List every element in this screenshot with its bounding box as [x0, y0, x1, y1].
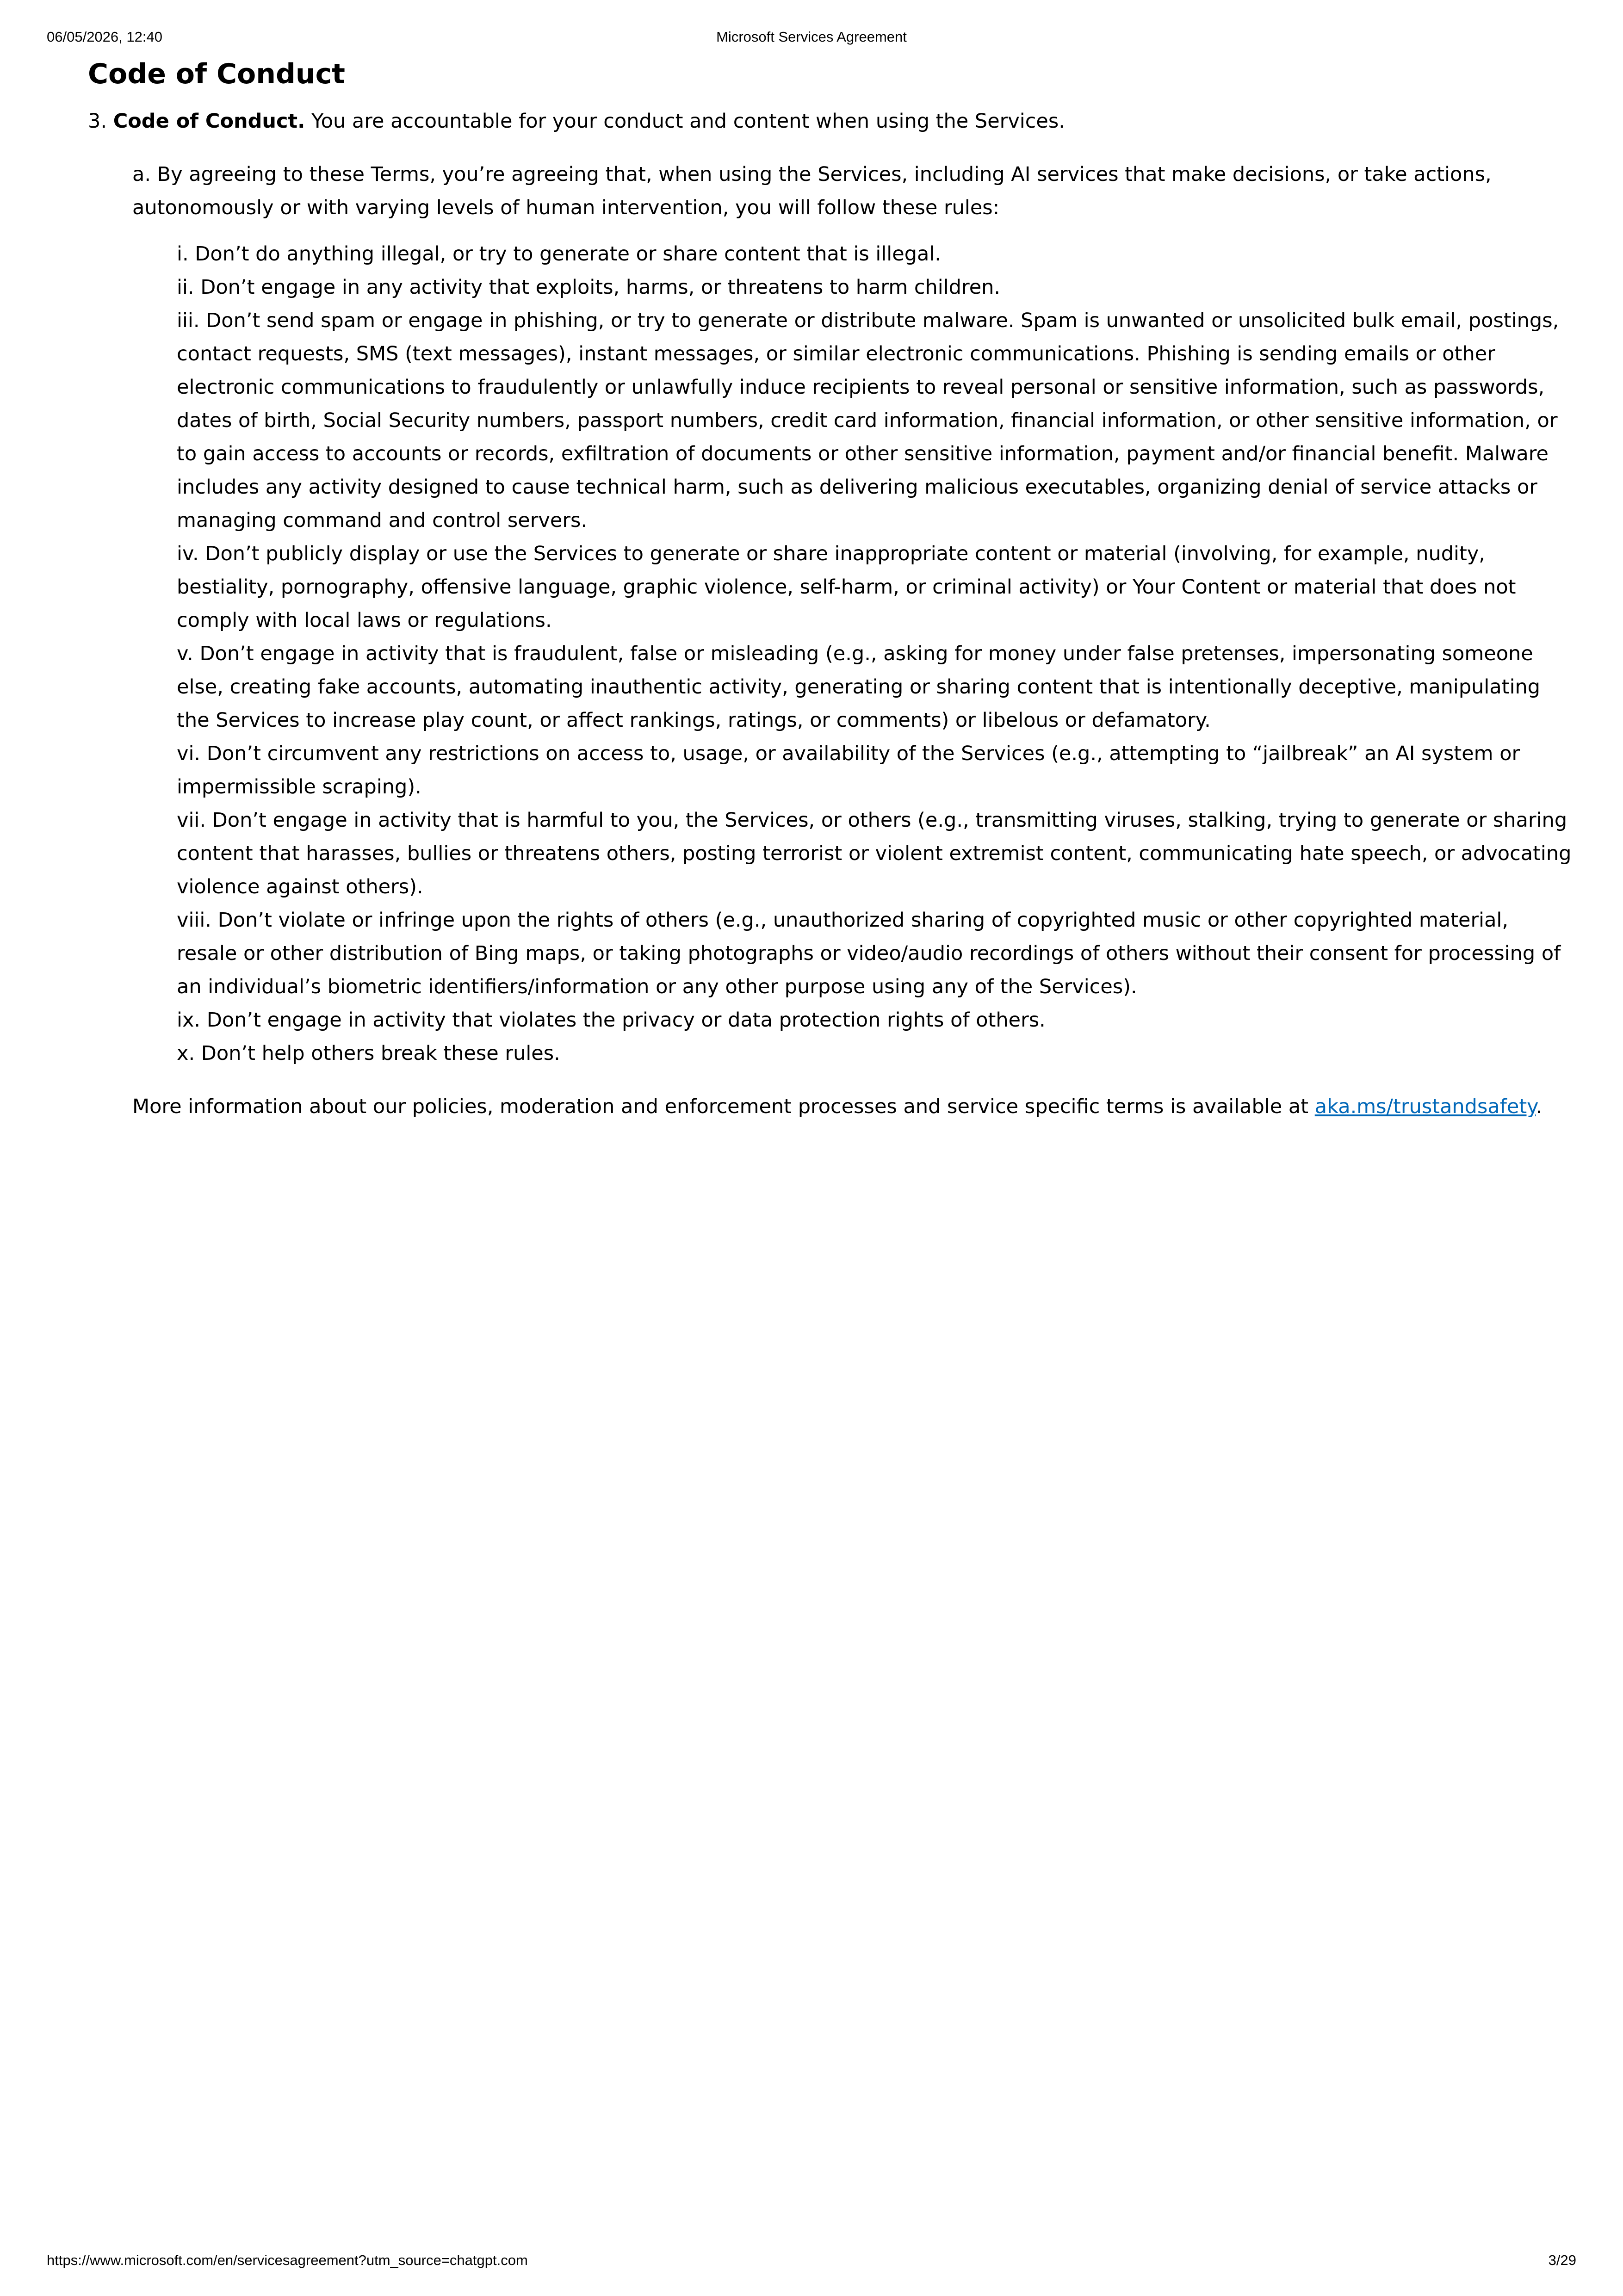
trust-and-safety-link[interactable]: aka.ms/trustandsafety: [1314, 1095, 1536, 1118]
rule-item: i. Don’t do anything illegal, or try to generate or share content that is illegal.: [177, 242, 941, 266]
print-footer: [0, 2252, 1623, 2280]
main-content: [88, 55, 1572, 1143]
section-3-intro: [88, 105, 1568, 138]
rule-item: vii. Don’t engage in activity that is harmful to you, the Services, or others (e.g., transmitting viruses, stalking, trying to generate or sharing content that harasses, bullies or threatens others, posting terrorist or violent extremist content, communicating hate speech, or advocating violence against others).: [177, 809, 1572, 898]
print-page-number: 3/29: [1548, 2252, 1576, 2268]
rule-item: v. Don’t engage in activity that is fraudulent, false or misleading (e.g., asking for money under false pretenses, impersonating someone else, creating fake accounts, automating inauthentic activity, generating or sharing content that is intentionally deceptive, manipulating the Services to increase play count, or affect rankings, ratings, or comments) or libelous or defamatory.: [177, 642, 1541, 732]
section-heading: Code of Conduct.: [113, 110, 305, 133]
more-info-paragraph: [132, 1090, 1567, 1123]
rule-item: ix. Don’t engage in activity that violates the privacy or data protection rights of others.: [177, 1009, 1046, 1032]
section-text: You are accountable for your conduct and content when using the Services.: [311, 110, 1065, 133]
print-doc-title: Microsoft Services Agreement: [716, 29, 907, 45]
rules-list: [177, 237, 1574, 1070]
rule-item: ii. Don’t engage in any activity that exploits, harms, or threatens to harm children.: [177, 276, 1001, 299]
rule-item: vi. Don’t circumvent any restrictions on access to, usage, or availability of the Services (e.g., attempting to “jailbreak” an AI system or impermissible scraping).: [177, 742, 1520, 798]
rule-item: iii. Don’t send spam or engage in phishing, or try to generate or distribute malware. Spam is unwanted or unsolicited bulk email, postings, contact requests, SMS (text messages), instant messages, or similar electronic communications. Phishing is sending emails or other electronic communications to fraudulently or unlawfully induce recipients to reveal personal or sensitive information, such as passwords, dates of birth, Social Security numbers, passport numbers, credit card information, financial information, or other sensitive information, or to gain access to accounts or records, exfiltration of documents or other sensitive information, payment and/or financial benefit. Malware includes any activity designed to cause technical harm, such as delivering malicious executables, organizing denial of service attacks or managing command and control servers.: [177, 309, 1559, 532]
clause-a: a. By agreeing to these Terms, you’re agreeing that, when using the Services, including AI services that make decisions, or take actions, autonomously or with varying levels of human intervention, you will follow these rules:: [132, 163, 1492, 219]
rule-item: viii. Don’t violate or infringe upon the rights of others (e.g., unauthorized sharing of copyrighted music or other copyrighted material, resale or other distribution of Bing maps, or taking photographs or video/audio recordings of others without their consent for processing of an individual’s biometric identifiers/information or any other purpose using any of the Services).: [177, 909, 1561, 998]
page-title: Code of Conduct: [88, 58, 345, 90]
rule-item: x. Don’t help others break these rules.: [177, 1042, 560, 1065]
section-number: 3.: [88, 110, 107, 133]
print-datetime: 06/05/2026, 12:40: [47, 29, 162, 45]
more-info-text: More information about our policies, moderation and enforcement processes and service specific terms is available at: [132, 1095, 1309, 1118]
more-info-end: .: [1536, 1095, 1542, 1118]
print-url: https://www.microsoft.com/en/servicesagreement?utm_source=chatgpt.com: [47, 2252, 528, 2268]
print-header: [0, 29, 1623, 56]
rule-item: iv. Don’t publicly display or use the Services to generate or share inappropriate content or material (involving, for example, nudity, bestiality, pornography, offensive language, graphic violence, self-harm, or criminal activity) or Your Content or material that does not comply with local laws or regulations.: [177, 542, 1516, 632]
